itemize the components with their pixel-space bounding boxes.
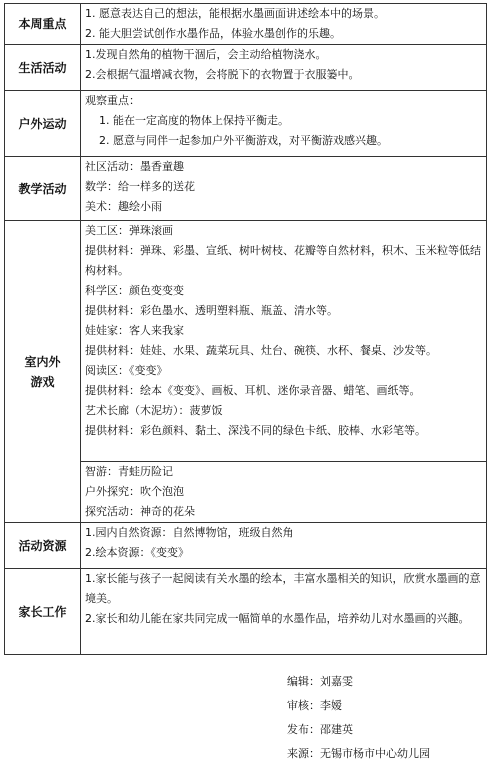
row-daily-life <box>5 45 487 91</box>
text-line: 提供材料：彩色颜料、黏土、深浅不同的绿色卡纸、胶棒、水彩笔等。 <box>85 424 426 437</box>
text-line: 社区活动：墨香童趣 <box>85 160 184 173</box>
text-line: 户外探究：吹个泡泡 <box>85 485 184 498</box>
row-label: 教学活动 <box>5 157 81 221</box>
text-line: 探究活动：神奇的花朵 <box>85 505 195 518</box>
row-content <box>81 462 487 523</box>
weekly-plan-table <box>4 3 487 655</box>
source-credit: 来源：无锡市杨市中心幼儿园 <box>287 747 430 760</box>
row-content <box>81 221 487 462</box>
row-label-line: 室内外 <box>24 354 61 369</box>
credits-footer <box>287 670 430 766</box>
reviewer-credit: 审核：李嫒 <box>287 699 342 712</box>
text-line: 观察重点： <box>85 94 140 107</box>
row-weekly-focus <box>5 4 487 45</box>
text-line: 数学：给一样多的送花 <box>85 180 195 193</box>
text-line: 1.家长能与孩子一起阅读有关水墨的绘本，丰富水墨相关的知识，欣赏水墨画的意境美。 <box>85 572 481 605</box>
text-line: 提供材料：弹珠、彩墨、宣纸、树叶树枝、花瓣等自然材料，积木、玉米粒等低结构材料。 <box>85 244 481 277</box>
row-label: 活动资源 <box>5 523 81 569</box>
text-line: 娃娃家：客人来我家 <box>85 324 184 337</box>
text-line: 智游：青蛙历险记 <box>85 465 173 478</box>
row-label: 生活活动 <box>5 45 81 91</box>
text-line: 2.家长和幼儿能在家共同完成一幅简单的水墨作品，培养幼儿对水墨画的兴趣。 <box>85 612 470 625</box>
text-line: 提供材料：绘本《变变》、画板、耳机、迷你录音器、蜡笔、画纸等。 <box>85 384 421 397</box>
text-line: 美工区：弹珠滚画 <box>85 224 173 237</box>
row-label-line: 游戏 <box>30 374 55 389</box>
row-games-indoor <box>5 221 487 462</box>
text-line: 提供材料：娃娃、水果、蔬菜玩具、灶台、碗筷、水杯、餐桌、沙发等。 <box>85 344 437 357</box>
row-content <box>81 569 487 655</box>
row-content <box>81 157 487 221</box>
row-content <box>81 45 487 91</box>
text-line: 2. 愿意与同伴一起参加户外平衡游戏，对平衡游戏感兴趣。 <box>99 134 388 147</box>
text-line: 2.会根据气温增减衣物，会将脱下的衣物置于衣服篓中。 <box>85 68 360 81</box>
row-parents <box>5 569 487 655</box>
row-label <box>5 221 81 523</box>
text-line: 阅读区：《变变》 <box>85 364 168 377</box>
row-label: 户外运动 <box>5 91 81 157</box>
text-line: 2.绘本资源：《变变》 <box>85 546 189 559</box>
row-outdoor <box>5 91 487 157</box>
editor-credit: 编辑：刘嘉雯 <box>287 675 353 688</box>
row-label: 本周重点 <box>5 4 81 45</box>
row-content <box>81 4 487 45</box>
row-content <box>81 523 487 569</box>
text-line: 提供材料：彩色墨水、透明塑料瓶、瓶盖、清水等。 <box>85 304 338 317</box>
row-label: 家长工作 <box>5 569 81 655</box>
text-line: 1.园内自然资源：自然博物馆，班级自然角 <box>85 526 294 539</box>
text-line: 1. 愿意表达自己的想法，能根据水墨画面讲述绘本中的场景。 <box>85 7 385 20</box>
text-line: 2. 能大胆尝试创作水墨作品，体验水墨创作的乐趣。 <box>85 27 341 40</box>
row-content <box>81 91 487 157</box>
row-resources <box>5 523 487 569</box>
text-line: 科学区：颜色变变变 <box>85 284 184 297</box>
text-line: 美术：趣绘小雨 <box>85 200 162 213</box>
text-line: 艺术长廊（木泥坊）：菠萝饭 <box>85 404 223 417</box>
text-line: 1.发现自然角的植物干涸后，会主动给植物浇水。 <box>85 48 327 61</box>
row-teaching <box>5 157 487 221</box>
text-line: 1. 能在一定高度的物体上保持平衡走。 <box>99 114 289 127</box>
publisher-credit: 发布：邵建英 <box>287 723 353 736</box>
